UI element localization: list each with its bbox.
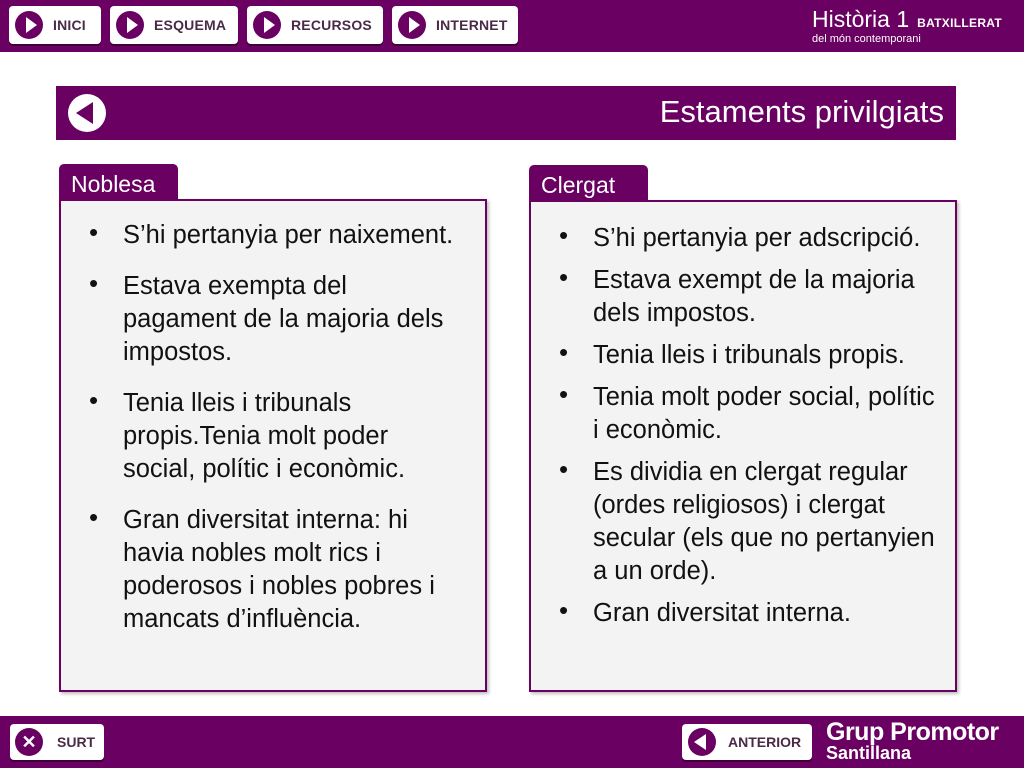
bullet-icon: • (89, 385, 99, 415)
bullet-icon: • (89, 217, 99, 247)
brand-logo (811, 6, 1002, 45)
close-icon: ✕ (15, 728, 43, 756)
list-item: • Tenia molt poder social, polític i econòmic. (559, 379, 935, 444)
nav-button-recursos[interactable] (247, 6, 383, 44)
tab-clergat: Clergat (529, 165, 648, 203)
clergat-list (531, 202, 955, 630)
previous-icon (688, 728, 716, 756)
bullet-icon: • (559, 220, 569, 250)
list-item: • Estava exempta del pagament de la majoria dels impostos. (89, 268, 444, 366)
previous-button[interactable] (682, 724, 812, 760)
publisher-subname: Santillana (826, 743, 912, 763)
nav-button-esquema[interactable] (110, 6, 238, 44)
list-item: • Gran diversitat interna. (559, 595, 851, 627)
nav-button-label: ESQUEMA (154, 17, 227, 33)
list-item: • S’hi pertanyia per adscripció. (559, 220, 921, 252)
brand-level: BATXILLERAT (917, 16, 1002, 30)
page-title: Estaments privilgiats (659, 94, 944, 129)
publisher-name: Grup Promotor (826, 718, 999, 746)
nav-button-internet[interactable] (392, 6, 518, 44)
exit-button-label: SURT (57, 734, 96, 750)
back-arrow-icon[interactable] (68, 94, 106, 132)
noblesa-list (61, 201, 485, 636)
nav-button-label: INTERNET (436, 17, 508, 33)
brand-title: Història 1 (811, 6, 910, 32)
card-clergat (529, 200, 957, 692)
title-bar (56, 86, 956, 140)
brand-subtitle: del món contemporani (811, 33, 921, 45)
card-noblesa (59, 199, 487, 692)
list-item: • Es dividia en clergat regular (ordes religiosos) i clergat secular (els que no pertanyien a un orde). (559, 454, 935, 585)
play-icon (253, 11, 281, 39)
list-item: • Estava exempt de la majoria dels impostos. (559, 262, 915, 327)
bullet-icon: • (89, 502, 99, 532)
bullet-icon: • (89, 268, 99, 298)
list-item: • Tenia lleis i tribunals propis.Tenia molt poder social, polític i econòmic. (89, 385, 406, 483)
bullet-icon: • (559, 595, 569, 625)
bullet-icon: • (559, 379, 569, 409)
play-icon (398, 11, 426, 39)
bullet-icon: • (559, 337, 569, 367)
list-item: • Tenia lleis i tribunals propis. (559, 337, 905, 369)
play-icon (116, 11, 144, 39)
exit-button[interactable] (10, 724, 104, 760)
bullet-icon: • (559, 454, 569, 484)
nav-button-label: INICI (53, 17, 86, 33)
nav-button-label: RECURSOS (291, 17, 372, 33)
top-navigation-bar (0, 0, 1024, 52)
play-icon (15, 11, 43, 39)
publisher-logo (826, 718, 999, 764)
list-item: • Gran diversitat interna: hi havia nobles molt rics i poderosos i nobles pobres i mancats d’influència. (89, 502, 435, 633)
nav-button-inici[interactable] (9, 6, 101, 44)
tab-noblesa: Noblesa (59, 164, 178, 202)
bullet-icon: • (559, 262, 569, 292)
list-item: • S’hi pertanyia per naixement. (89, 217, 454, 249)
previous-button-label: ANTERIOR (728, 734, 802, 750)
